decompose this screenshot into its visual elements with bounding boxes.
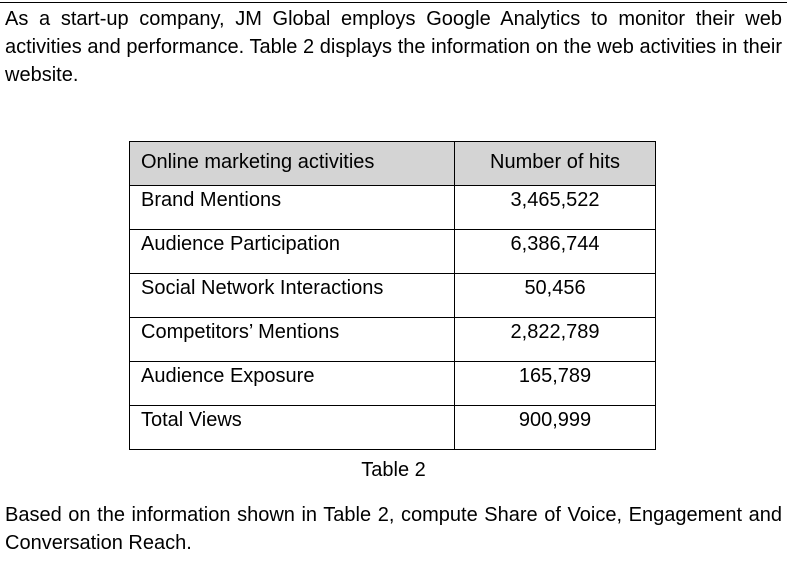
table-header-row — [130, 142, 656, 186]
activity-cell: Total Views — [130, 406, 455, 450]
table-caption: Table 2 — [361, 459, 426, 481]
activity-cell: Social Network Interactions — [130, 274, 455, 318]
hits-cell: 165,789 — [455, 362, 656, 406]
table-row — [130, 362, 656, 406]
web-activities-table — [129, 141, 656, 450]
hits-cell: 6,386,744 — [455, 230, 656, 274]
header-activities: Online marketing activities — [130, 142, 455, 186]
hits-cell: 2,822,789 — [455, 318, 656, 362]
activity-cell: Brand Mentions — [130, 186, 455, 230]
activity-cell: Audience Participation — [130, 230, 455, 274]
table-row — [130, 186, 656, 230]
header-hits: Number of hits — [455, 142, 656, 186]
hits-cell: 50,456 — [455, 274, 656, 318]
table-row — [130, 406, 656, 450]
hits-cell: 900,999 — [455, 406, 656, 450]
top-rule — [0, 2, 787, 3]
intro-paragraph: As a start-up company, JM Global employs Google Analytics to monitor their web activities and performance. Table 2 displays the information on the web activities in their website. — [5, 8, 782, 86]
hits-cell: 3,465,522 — [455, 186, 656, 230]
activity-cell: Audience Exposure — [130, 362, 455, 406]
table-row — [130, 230, 656, 274]
table-row — [130, 318, 656, 362]
question-paragraph: Based on the information shown in Table 2, compute Share of Voice, Engagement and Conversation Reach. — [5, 504, 782, 554]
activity-cell: Competitors’ Mentions — [130, 318, 455, 362]
table-row — [130, 274, 656, 318]
